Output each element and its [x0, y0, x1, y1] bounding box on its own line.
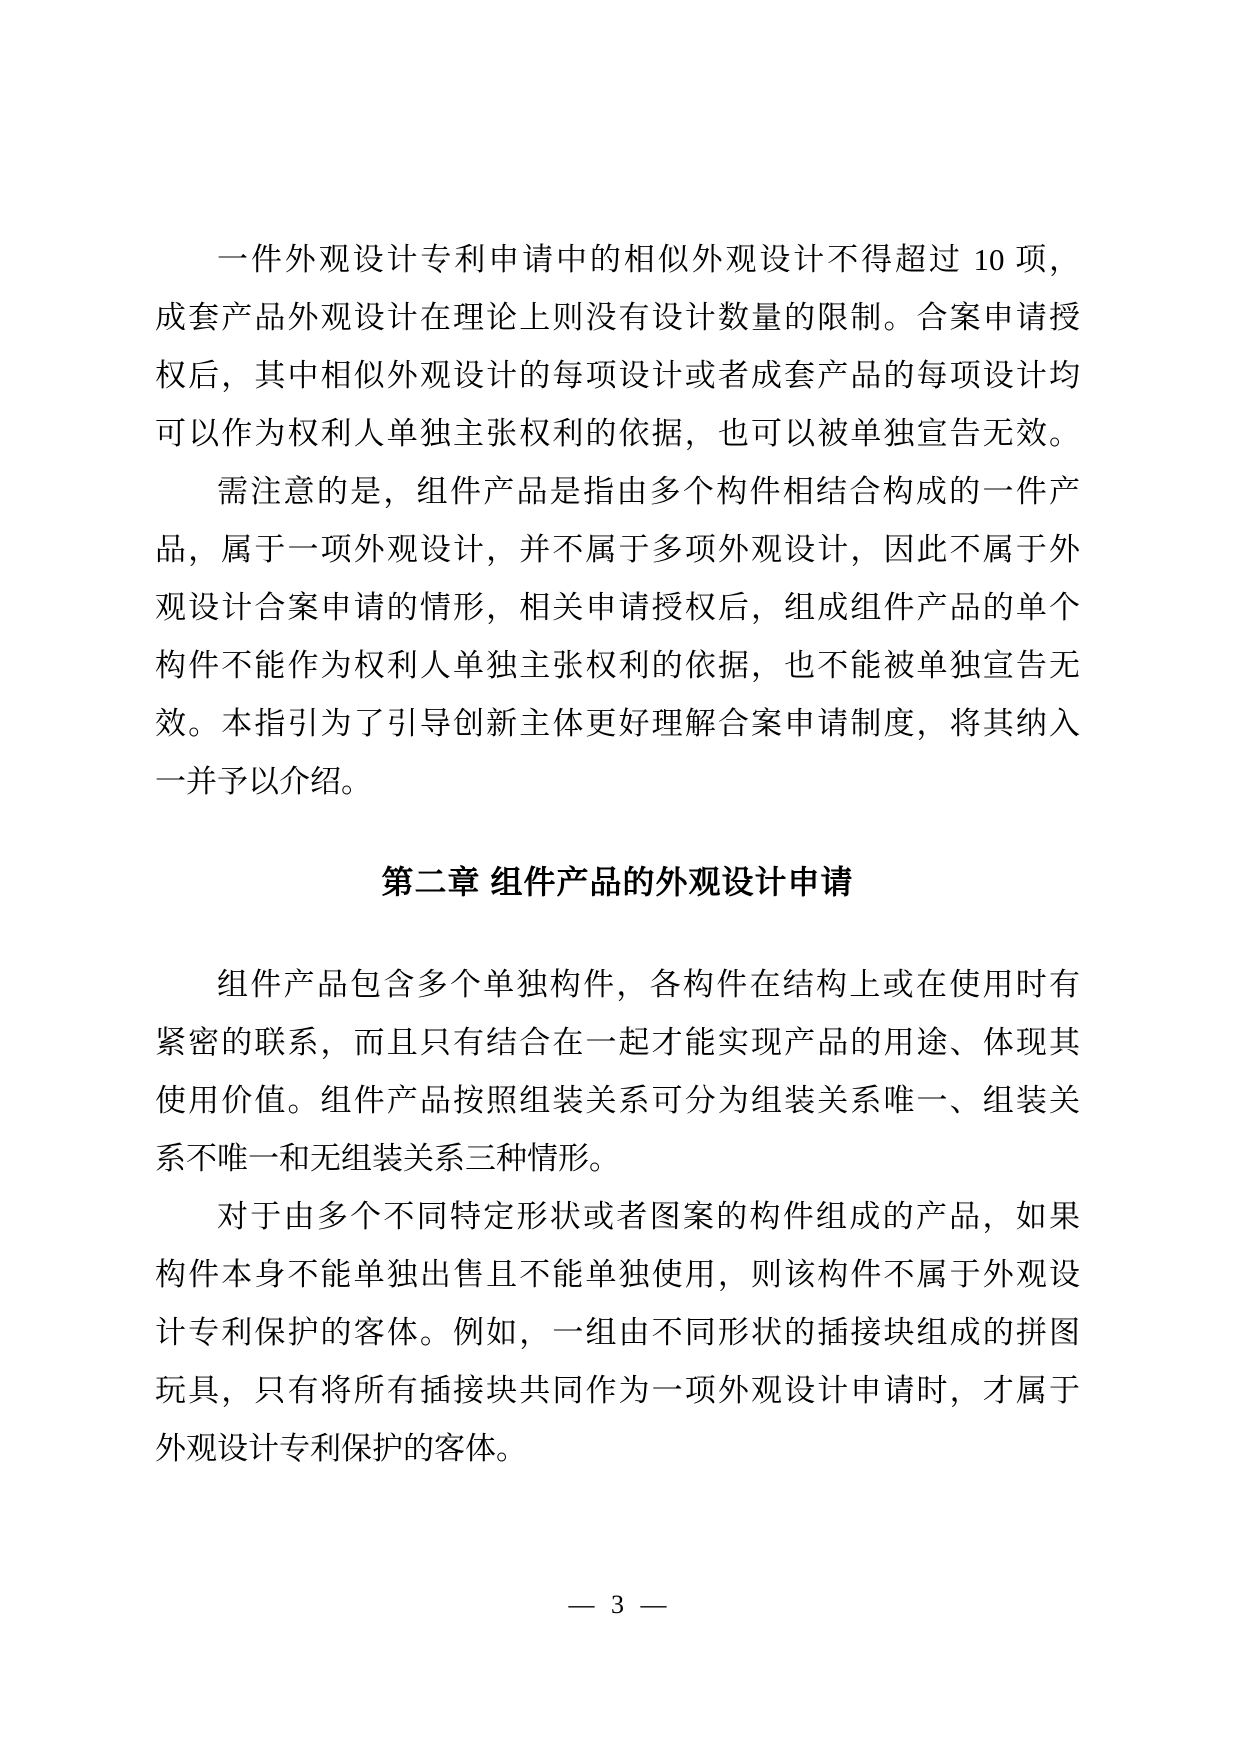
paragraph-1: [155, 231, 1080, 463]
text-line: 权后，其中相似外观设计的每项设计或者成套产品的每项设计均: [155, 358, 1080, 393]
chapter-heading: 第二章 组件产品的外观设计申请: [381, 864, 854, 900]
text-line: 效。本指引为了引导创新主体更好理解合案申请制度，将其纳入: [155, 706, 1080, 741]
text-line: 紧密的联系，而且只有结合在一起才能实现产品的用途、体现其: [155, 1025, 1080, 1060]
text-line: 系不唯一和无组装关系三种情形。: [155, 1141, 620, 1176]
text-line: 组件产品包含多个单独构件，各构件在结构上或在使用时有: [217, 967, 1080, 1002]
text-line: 成套产品外观设计在理论上则没有设计数量的限制。合案申请授: [155, 300, 1080, 335]
text-line: 品，属于一项外观设计，并不属于多项外观设计，因此不属于外: [155, 532, 1080, 567]
text-line: 需注意的是，组件产品是指由多个构件相结合构成的一件产: [217, 474, 1080, 509]
text-line: 一并予以介绍。: [155, 764, 372, 799]
text-line: 构件本身不能单独出售且不能单独使用，则该构件不属于外观设: [155, 1257, 1080, 1292]
page-footer: [155, 1590, 1080, 1620]
text-line: 构件不能作为权利人单独主张权利的依据，也不能被单独宣告无: [155, 648, 1080, 683]
text-line: 对于由多个不同特定形状或者图案的构件组成的产品，如果: [217, 1199, 1080, 1234]
text-line: 计专利保护的客体。例如，一组由不同形状的插接块组成的拼图: [155, 1315, 1080, 1350]
text-line: 外观设计专利保护的客体。: [155, 1431, 527, 1466]
text-line: 一件外观设计专利申请中的相似外观设计不得超过 10 项，: [217, 242, 1080, 277]
paragraph-2: [155, 463, 1080, 811]
text-line: 观设计合案申请的情形，相关申请授权后，组成组件产品的单个: [155, 590, 1080, 625]
paragraph-4: [155, 1188, 1080, 1478]
text-column: [155, 231, 1080, 1620]
text-line: 玩具，只有将所有插接块共同作为一项外观设计申请时，才属于: [155, 1373, 1080, 1408]
text-line: 可以作为权利人单独主张权利的依据，也可以被单独宣告无效。: [155, 416, 1080, 451]
page-number: — 3 —: [568, 1590, 667, 1619]
paragraph-3: [155, 956, 1080, 1188]
text-line: 使用价值。组件产品按照组装关系可分为组装关系唯一、组装关: [155, 1083, 1080, 1118]
